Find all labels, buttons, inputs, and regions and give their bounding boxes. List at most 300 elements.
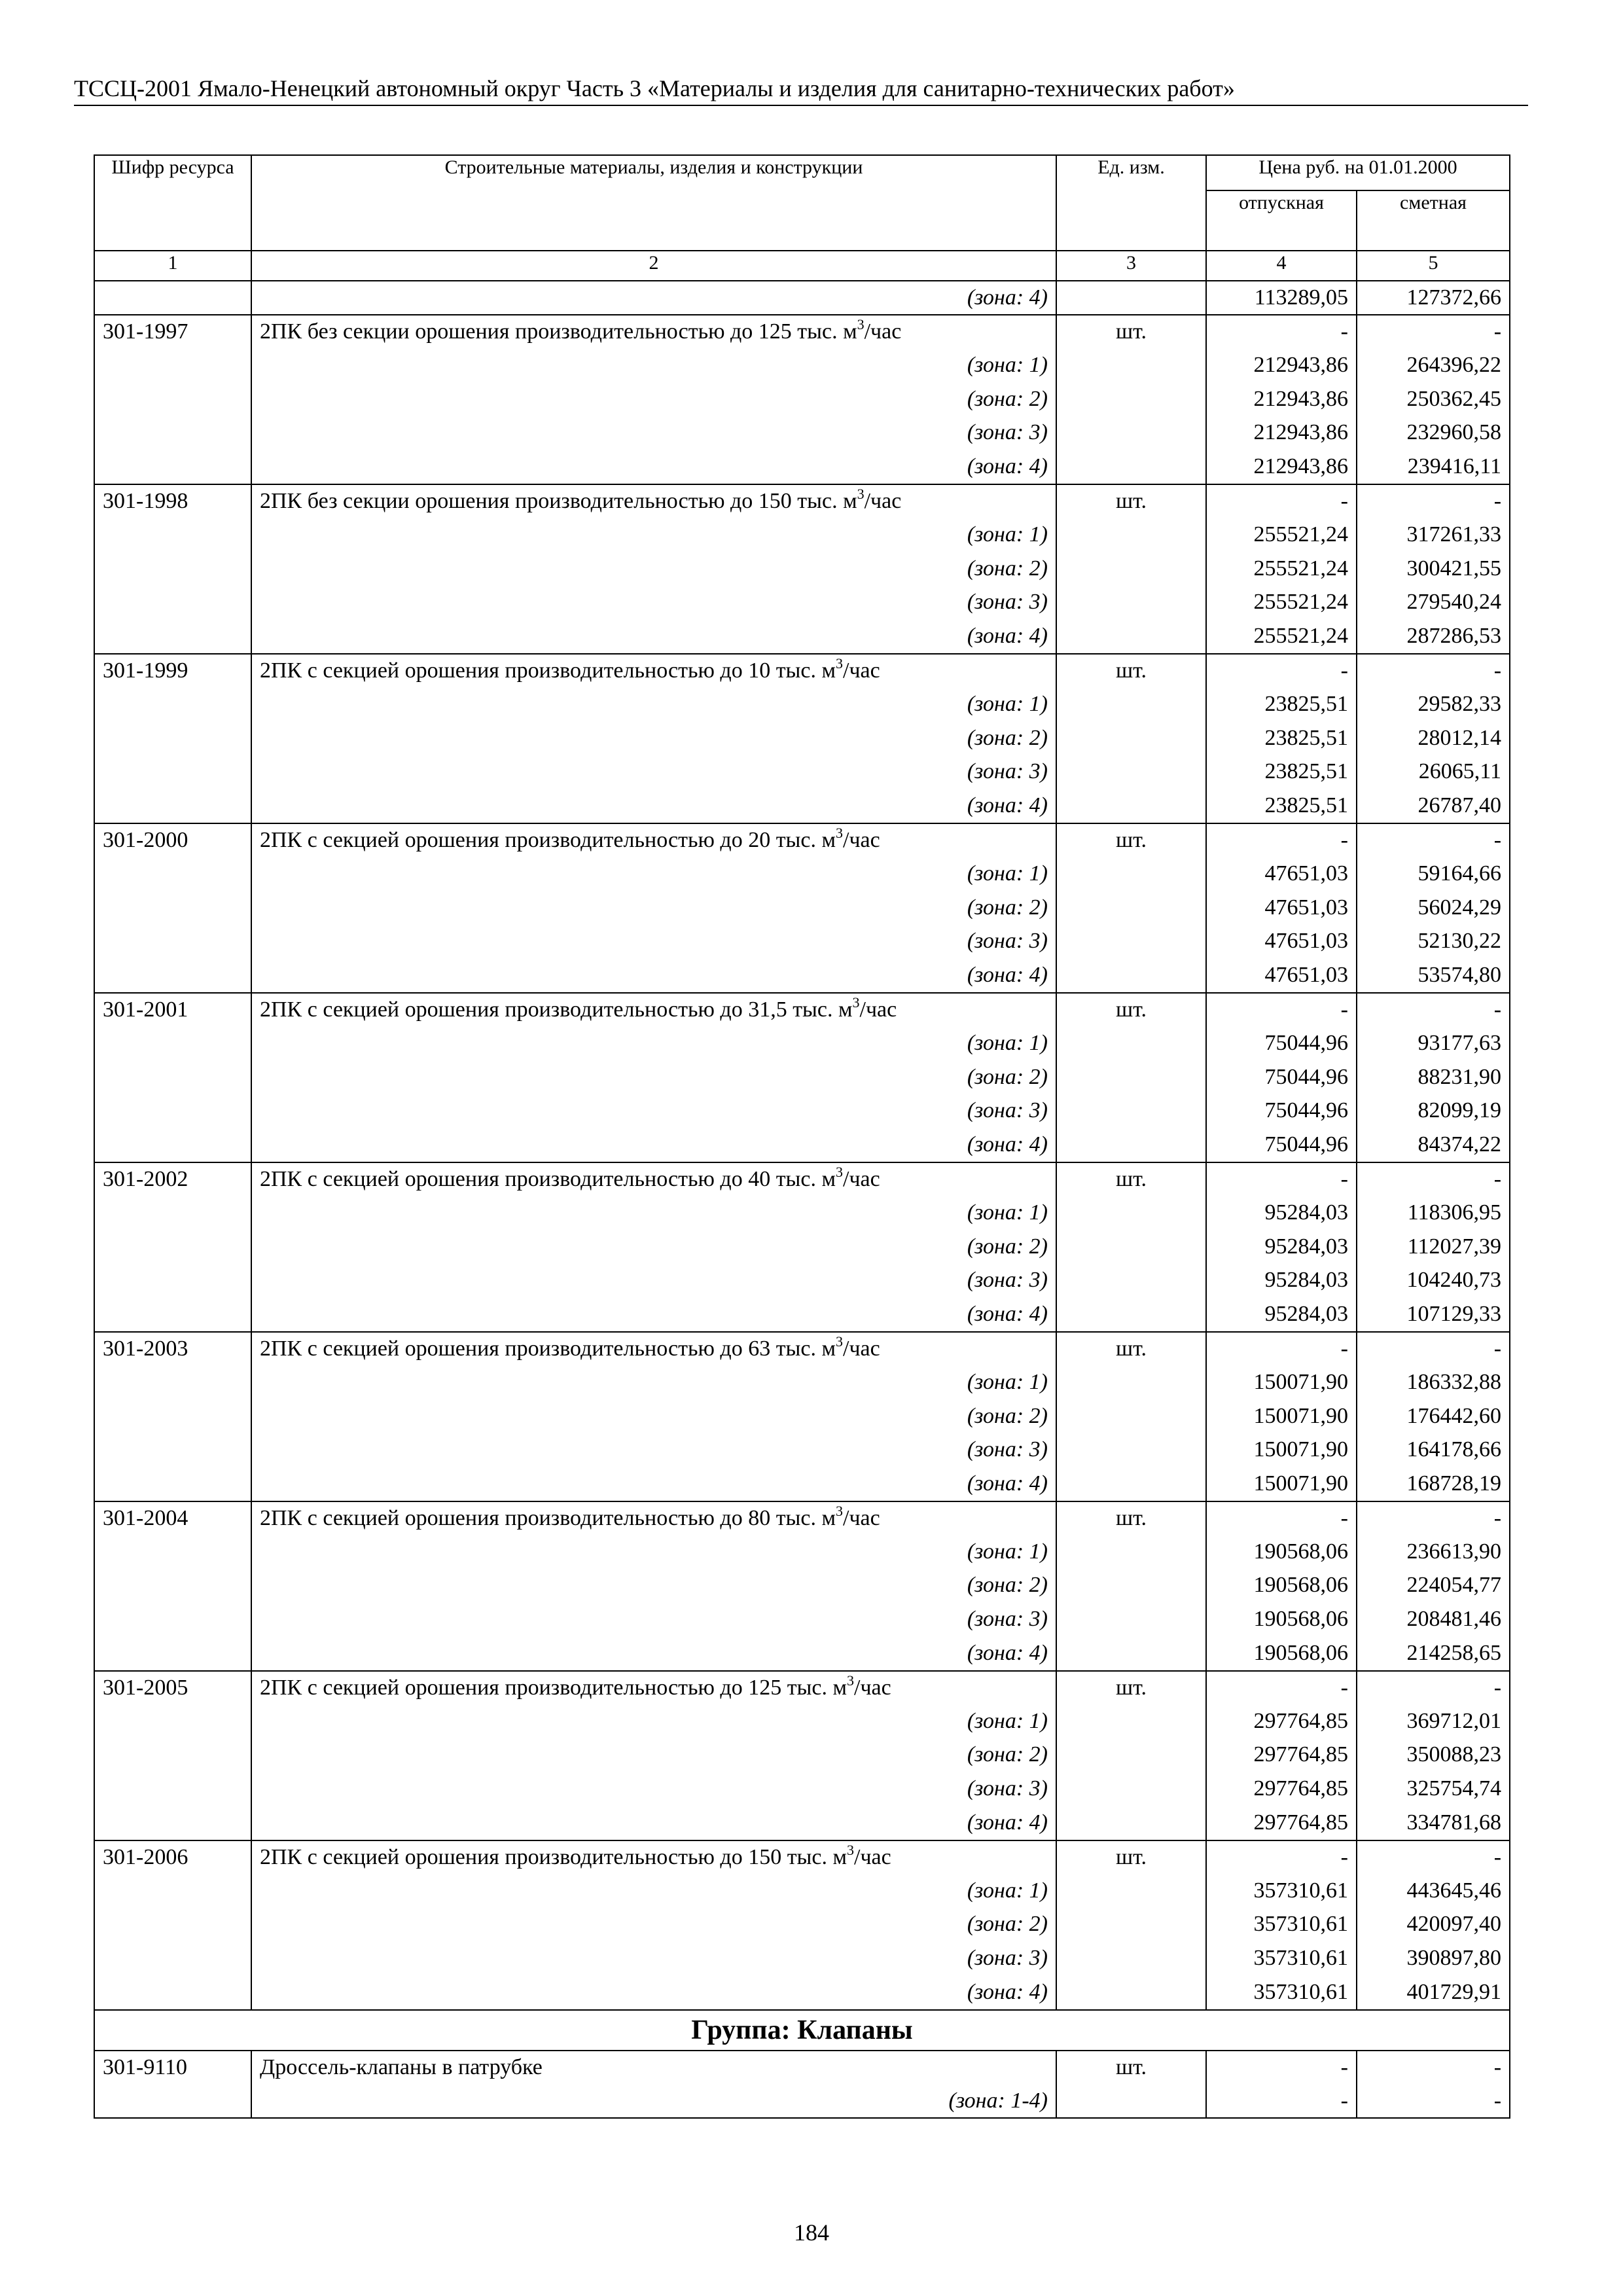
zone-cell: (зона: 4) — [251, 959, 1056, 993]
wholesale-cell: - — [1206, 993, 1357, 1027]
estimate-cell: 287286,53 — [1357, 620, 1510, 654]
estimate-cell: - — [1357, 1162, 1510, 1196]
estimate-cell: 239416,11 — [1357, 450, 1510, 484]
unit-cell — [1056, 755, 1206, 789]
wholesale-cell: 47651,03 — [1206, 925, 1357, 959]
table-row — [94, 1637, 1510, 1671]
unit-cell: шт. — [1056, 654, 1206, 688]
zone-cell: (зона: 1) — [251, 518, 1056, 552]
table-row — [94, 1400, 1510, 1434]
unit-cell — [1056, 586, 1206, 620]
col-estimate-header: сметная — [1357, 190, 1510, 251]
zone-cell: (зона: 2) — [251, 1400, 1056, 1434]
table-row — [94, 1874, 1510, 1909]
col-code-header: Шифр ресурса — [94, 155, 251, 251]
table-row — [94, 1671, 1510, 1705]
code-cell — [94, 925, 251, 959]
unit-cell — [1056, 552, 1206, 586]
zone-cell: (зона: 1) — [251, 1027, 1056, 1061]
estimate-cell: 104240,73 — [1357, 1264, 1510, 1298]
zone-cell: (зона: 3) — [251, 1264, 1056, 1298]
estimate-cell: 334781,68 — [1357, 1806, 1510, 1840]
code-cell — [94, 1196, 251, 1230]
unit-cell — [1056, 1366, 1206, 1400]
estimate-cell: 401729,91 — [1357, 1976, 1510, 2010]
group-title: Группа: Клапаны — [94, 2010, 1510, 2051]
code-cell — [94, 552, 251, 586]
estimate-cell: 59164,66 — [1357, 857, 1510, 891]
zone-cell: (зона: 4) — [251, 281, 1056, 315]
estimate-cell: 118306,95 — [1357, 1196, 1510, 1230]
estimate-cell: - — [1357, 315, 1510, 349]
zone-cell: (зона: 4) — [251, 789, 1056, 823]
col-num-3: 3 — [1056, 251, 1206, 281]
zone-cell: (зона: 2) — [251, 722, 1056, 756]
estimate-cell: - — [1357, 1671, 1510, 1705]
table-row — [94, 1738, 1510, 1772]
zone-cell: (зона: 3) — [251, 1772, 1056, 1806]
superscript: 3 — [847, 1841, 854, 1858]
code-cell — [94, 586, 251, 620]
wholesale-cell: 297764,85 — [1206, 1806, 1357, 1840]
wholesale-cell: 357310,61 — [1206, 1874, 1357, 1909]
wholesale-cell: 23825,51 — [1206, 789, 1357, 823]
zone-cell: (зона: 3) — [251, 1942, 1056, 1976]
item-name: 2ПК с секцией орошения производительностью до 40 тыс. м — [260, 1166, 836, 1191]
zone-cell: (зона: 4) — [251, 1467, 1056, 1501]
wholesale-cell: - — [1206, 2051, 1357, 2085]
zone-cell: (зона: 2) — [251, 1569, 1056, 1603]
name-cell — [251, 484, 1056, 518]
unit-cell — [1056, 1061, 1206, 1095]
unit-cell — [1056, 349, 1206, 383]
superscript: 3 — [836, 1163, 843, 1180]
estimate-cell: 390897,80 — [1357, 1942, 1510, 1976]
unit-cell — [1056, 1705, 1206, 1739]
estimate-cell: 443645,46 — [1357, 1874, 1510, 1909]
page-header: ТССЦ-2001 Ямало-Ненецкий автономный округ Часть 3 «Материалы и изделия для санитарно-технических работ» — [74, 73, 1528, 106]
table-row — [94, 518, 1510, 552]
estimate-cell: 186332,88 — [1357, 1366, 1510, 1400]
estimate-cell: 84374,22 — [1357, 1128, 1510, 1162]
table-row — [94, 688, 1510, 722]
wholesale-cell: 23825,51 — [1206, 755, 1357, 789]
estimate-cell: 250362,45 — [1357, 383, 1510, 417]
superscript: 3 — [857, 316, 865, 332]
item-name: 2ПК без секции орошения производительностью до 125 тыс. м — [260, 319, 857, 344]
unit-cell: шт. — [1056, 1671, 1206, 1705]
table-row — [94, 755, 1510, 789]
estimate-cell: - — [1357, 1332, 1510, 1366]
table-row — [94, 1332, 1510, 1366]
unit-cell — [1056, 1467, 1206, 1501]
wholesale-cell: 255521,24 — [1206, 620, 1357, 654]
zone-cell: (зона: 1-4) — [251, 2085, 1056, 2119]
wholesale-cell: 150071,90 — [1206, 1400, 1357, 1434]
unit-cell — [1056, 1433, 1206, 1467]
unit-cell — [1056, 416, 1206, 450]
table-row — [94, 1366, 1510, 1400]
wholesale-cell: - — [1206, 1671, 1357, 1705]
estimate-cell: 127372,66 — [1357, 281, 1510, 315]
code-cell — [94, 722, 251, 756]
table-row — [94, 1501, 1510, 1535]
unit-cell: шт. — [1056, 315, 1206, 349]
table-row — [94, 1976, 1510, 2010]
estimate-cell: 164178,66 — [1357, 1433, 1510, 1467]
unit-cell: шт. — [1056, 823, 1206, 857]
zone-cell: (зона: 2) — [251, 1738, 1056, 1772]
code-cell: 301-1999 — [94, 654, 251, 688]
zone-cell: (зона: 1) — [251, 1196, 1056, 1230]
table-row — [94, 1061, 1510, 1095]
table-row — [94, 722, 1510, 756]
item-name: 2ПК без секции орошения производительностью до 150 тыс. м — [260, 488, 857, 513]
code-cell — [94, 1569, 251, 1603]
zone-cell: (зона: 3) — [251, 416, 1056, 450]
table-row — [94, 959, 1510, 993]
name-cell — [251, 1162, 1056, 1196]
page-number: 184 — [794, 2219, 829, 2246]
unit-cell — [1056, 891, 1206, 925]
unit-cell — [1056, 1874, 1206, 1909]
item-name: 2ПК с секцией орошения производительностью до 20 тыс. м — [260, 827, 836, 852]
wholesale-cell: 190568,06 — [1206, 1569, 1357, 1603]
code-cell — [94, 2085, 251, 2119]
name-cell — [251, 1332, 1056, 1366]
zone-cell: (зона: 1) — [251, 688, 1056, 722]
unit-cell: шт. — [1056, 993, 1206, 1027]
wholesale-cell: 357310,61 — [1206, 1976, 1357, 2010]
wholesale-cell: 95284,03 — [1206, 1264, 1357, 1298]
col-num-2: 2 — [251, 251, 1056, 281]
zone-cell: (зона: 3) — [251, 925, 1056, 959]
code-cell — [94, 891, 251, 925]
estimate-cell: 224054,77 — [1357, 1569, 1510, 1603]
wholesale-cell: 75044,96 — [1206, 1128, 1357, 1162]
wholesale-cell: 23825,51 — [1206, 688, 1357, 722]
wholesale-cell: 212943,86 — [1206, 383, 1357, 417]
unit-cell — [1056, 1772, 1206, 1806]
table-row — [94, 1433, 1510, 1467]
wholesale-cell: - — [1206, 1332, 1357, 1366]
col-name-header: Строительные материалы, изделия и конструкции — [251, 155, 1056, 251]
estimate-cell: 28012,14 — [1357, 722, 1510, 756]
code-cell — [94, 1128, 251, 1162]
unit-cell: шт. — [1056, 2051, 1206, 2085]
code-cell — [94, 755, 251, 789]
col-num-4: 4 — [1206, 251, 1357, 281]
unit-cell — [1056, 1128, 1206, 1162]
unit-cell: шт. — [1056, 484, 1206, 518]
wholesale-cell: 212943,86 — [1206, 450, 1357, 484]
estimate-cell: 176442,60 — [1357, 1400, 1510, 1434]
estimate-cell: 420097,40 — [1357, 1908, 1510, 1942]
code-cell — [94, 1264, 251, 1298]
wholesale-cell: - — [1206, 484, 1357, 518]
estimate-cell: 112027,39 — [1357, 1230, 1510, 1265]
unit-cell — [1056, 1942, 1206, 1976]
estimate-cell: - — [1357, 2051, 1510, 2085]
code-cell — [94, 349, 251, 383]
unit-cell — [1056, 1230, 1206, 1265]
table-row — [94, 654, 1510, 688]
name-cell — [251, 315, 1056, 349]
unit-cell — [1056, 383, 1206, 417]
wholesale-cell: - — [1206, 654, 1357, 688]
wholesale-cell: 212943,86 — [1206, 349, 1357, 383]
estimate-cell: 236613,90 — [1357, 1535, 1510, 1570]
wholesale-cell: 47651,03 — [1206, 857, 1357, 891]
wholesale-cell: 297764,85 — [1206, 1772, 1357, 1806]
table-row — [94, 1467, 1510, 1501]
unit-cell — [1056, 1400, 1206, 1434]
code-cell — [94, 1705, 251, 1739]
unit-cell — [1056, 1603, 1206, 1637]
wholesale-cell: - — [1206, 1501, 1357, 1535]
wholesale-cell: 190568,06 — [1206, 1535, 1357, 1570]
wholesale-cell: 255521,24 — [1206, 586, 1357, 620]
estimate-cell: 88231,90 — [1357, 1061, 1510, 1095]
table-row — [94, 552, 1510, 586]
code-cell — [94, 383, 251, 417]
item-name-suffix: /час — [854, 1675, 891, 1700]
zone-cell: (зона: 3) — [251, 1603, 1056, 1637]
code-cell — [94, 789, 251, 823]
col-num-1: 1 — [94, 251, 251, 281]
unit-cell — [1056, 450, 1206, 484]
col-wholesale-header: отпускная — [1206, 190, 1357, 251]
zone-cell: (зона: 2) — [251, 1061, 1056, 1095]
table-row — [94, 416, 1510, 450]
item-name-suffix: /час — [864, 488, 902, 513]
estimate-cell: 208481,46 — [1357, 1603, 1510, 1637]
item-name-suffix: /час — [843, 1505, 880, 1530]
table-row — [94, 857, 1510, 891]
estimate-cell: 82099,19 — [1357, 1094, 1510, 1128]
code-cell — [94, 450, 251, 484]
zone-cell: (зона: 4) — [251, 1976, 1056, 2010]
wholesale-cell: 297764,85 — [1206, 1738, 1357, 1772]
table-row — [94, 1298, 1510, 1332]
table-row — [94, 450, 1510, 484]
item-name: 2ПК с секцией орошения производительностью до 80 тыс. м — [260, 1505, 836, 1530]
item-name-suffix: /час — [854, 1844, 891, 1869]
wholesale-cell: 255521,24 — [1206, 518, 1357, 552]
code-cell: 301-2006 — [94, 1840, 251, 1874]
code-cell — [94, 1942, 251, 1976]
table-body — [94, 281, 1510, 2118]
table-row — [94, 1094, 1510, 1128]
wholesale-cell: 150071,90 — [1206, 1366, 1357, 1400]
code-cell — [94, 1061, 251, 1095]
item-name-suffix: /час — [843, 827, 880, 852]
zone-cell: (зона: 1) — [251, 857, 1056, 891]
wholesale-cell: 75044,96 — [1206, 1061, 1357, 1095]
code-cell — [94, 1603, 251, 1637]
unit-cell — [1056, 1196, 1206, 1230]
wholesale-cell: - — [1206, 823, 1357, 857]
code-cell — [94, 1467, 251, 1501]
estimate-cell: - — [1357, 993, 1510, 1027]
zone-cell: (зона: 2) — [251, 383, 1056, 417]
unit-cell — [1056, 1298, 1206, 1332]
superscript: 3 — [852, 994, 860, 1011]
unit-cell — [1056, 1535, 1206, 1570]
table-row — [94, 789, 1510, 823]
wholesale-cell: 23825,51 — [1206, 722, 1357, 756]
table-row — [94, 1772, 1510, 1806]
unit-cell — [1056, 1264, 1206, 1298]
wholesale-cell: 95284,03 — [1206, 1298, 1357, 1332]
code-cell — [94, 1433, 251, 1467]
wholesale-cell: 212943,86 — [1206, 416, 1357, 450]
wholesale-cell: 297764,85 — [1206, 1705, 1357, 1739]
table-row — [94, 891, 1510, 925]
code-cell: 301-1997 — [94, 315, 251, 349]
code-cell: 301-9110 — [94, 2051, 251, 2085]
table-row — [94, 2085, 1510, 2119]
estimate-cell: 232960,58 — [1357, 416, 1510, 450]
code-cell — [94, 1738, 251, 1772]
zone-cell: (зона: 2) — [251, 1230, 1056, 1265]
item-name-suffix: /час — [859, 997, 897, 1022]
name-cell — [251, 654, 1056, 688]
zone-cell: (зона: 4) — [251, 620, 1056, 654]
code-cell — [94, 1806, 251, 1840]
code-cell — [94, 1772, 251, 1806]
unit-cell — [1056, 1976, 1206, 2010]
wholesale-cell: 357310,61 — [1206, 1942, 1357, 1976]
code-cell — [94, 959, 251, 993]
unit-cell — [1056, 1569, 1206, 1603]
wholesale-cell: 95284,03 — [1206, 1196, 1357, 1230]
table-row — [94, 925, 1510, 959]
code-cell — [94, 620, 251, 654]
code-cell: 301-2003 — [94, 1332, 251, 1366]
zone-cell: (зона: 3) — [251, 1094, 1056, 1128]
zone-cell: (зона: 2) — [251, 552, 1056, 586]
unit-cell — [1056, 281, 1206, 315]
wholesale-cell: - — [1206, 1162, 1357, 1196]
estimate-cell: 300421,55 — [1357, 552, 1510, 586]
code-cell — [94, 688, 251, 722]
unit-cell — [1056, 1738, 1206, 1772]
code-cell: 301-2004 — [94, 1501, 251, 1535]
superscript: 3 — [836, 824, 843, 841]
unit-cell — [1056, 1027, 1206, 1061]
code-cell — [94, 857, 251, 891]
price-table — [94, 154, 1510, 2119]
estimate-cell: - — [1357, 1840, 1510, 1874]
zone-cell: (зона: 1) — [251, 1535, 1056, 1570]
code-cell — [94, 1535, 251, 1570]
code-cell — [94, 1366, 251, 1400]
code-cell: 301-2000 — [94, 823, 251, 857]
table-row — [94, 1162, 1510, 1196]
wholesale-cell: - — [1206, 2085, 1357, 2119]
wholesale-cell: - — [1206, 315, 1357, 349]
table-row — [94, 823, 1510, 857]
table-row — [94, 1840, 1510, 1874]
estimate-cell: 264396,22 — [1357, 349, 1510, 383]
table-row — [94, 315, 1510, 349]
superscript: 3 — [847, 1672, 854, 1689]
unit-cell — [1056, 1908, 1206, 1942]
code-cell — [94, 1094, 251, 1128]
zone-cell: (зона: 1) — [251, 1366, 1056, 1400]
superscript: 3 — [836, 1502, 843, 1519]
code-cell — [94, 416, 251, 450]
unit-cell — [1056, 1637, 1206, 1671]
zone-cell: (зона: 2) — [251, 1908, 1056, 1942]
table-head — [94, 155, 1510, 281]
estimate-cell: 369712,01 — [1357, 1705, 1510, 1739]
item-name-suffix: /час — [843, 1166, 880, 1191]
wholesale-cell: 47651,03 — [1206, 891, 1357, 925]
superscript: 3 — [857, 485, 865, 502]
estimate-cell: 107129,33 — [1357, 1298, 1510, 1332]
code-cell — [94, 1874, 251, 1909]
zone-cell: (зона: 3) — [251, 755, 1056, 789]
name-cell — [251, 1671, 1056, 1705]
zone-cell: (зона: 1) — [251, 1874, 1056, 1909]
zone-cell: (зона: 1) — [251, 1705, 1056, 1739]
item-name-suffix: /час — [864, 319, 902, 344]
zone-cell: (зона: 3) — [251, 586, 1056, 620]
estimate-cell: - — [1357, 484, 1510, 518]
table-row — [94, 1806, 1510, 1840]
zone-cell: (зона: 4) — [251, 450, 1056, 484]
wholesale-cell: - — [1206, 1840, 1357, 1874]
zone-cell: (зона: 4) — [251, 1298, 1056, 1332]
table-row — [94, 620, 1510, 654]
code-cell: 301-2005 — [94, 1671, 251, 1705]
wholesale-cell: 150071,90 — [1206, 1433, 1357, 1467]
table-row — [94, 1264, 1510, 1298]
estimate-cell: 26787,40 — [1357, 789, 1510, 823]
table-row — [94, 349, 1510, 383]
estimate-cell: 325754,74 — [1357, 1772, 1510, 1806]
wholesale-cell: 357310,61 — [1206, 1908, 1357, 1942]
wholesale-cell: 47651,03 — [1206, 959, 1357, 993]
code-cell — [94, 1976, 251, 2010]
zone-cell: (зона: 4) — [251, 1128, 1056, 1162]
wholesale-cell: 190568,06 — [1206, 1603, 1357, 1637]
code-cell — [94, 1400, 251, 1434]
unit-cell — [1056, 857, 1206, 891]
wholesale-cell: 150071,90 — [1206, 1467, 1357, 1501]
item-name-suffix: /час — [843, 658, 880, 683]
estimate-cell: 56024,29 — [1357, 891, 1510, 925]
estimate-cell: - — [1357, 1501, 1510, 1535]
code-cell — [94, 1908, 251, 1942]
zone-cell: (зона: 4) — [251, 1806, 1056, 1840]
table-row — [94, 1196, 1510, 1230]
unit-cell — [1056, 722, 1206, 756]
estimate-cell: 53574,80 — [1357, 959, 1510, 993]
table-row — [94, 1027, 1510, 1061]
code-cell: 301-2001 — [94, 993, 251, 1027]
zone-cell: (зона: 2) — [251, 891, 1056, 925]
wholesale-cell: 113289,05 — [1206, 281, 1357, 315]
estimate-cell: - — [1357, 823, 1510, 857]
table-row — [94, 1128, 1510, 1162]
name-cell — [251, 823, 1056, 857]
table-row — [94, 281, 1510, 315]
unit-cell — [1056, 518, 1206, 552]
superscript: 3 — [836, 655, 843, 672]
